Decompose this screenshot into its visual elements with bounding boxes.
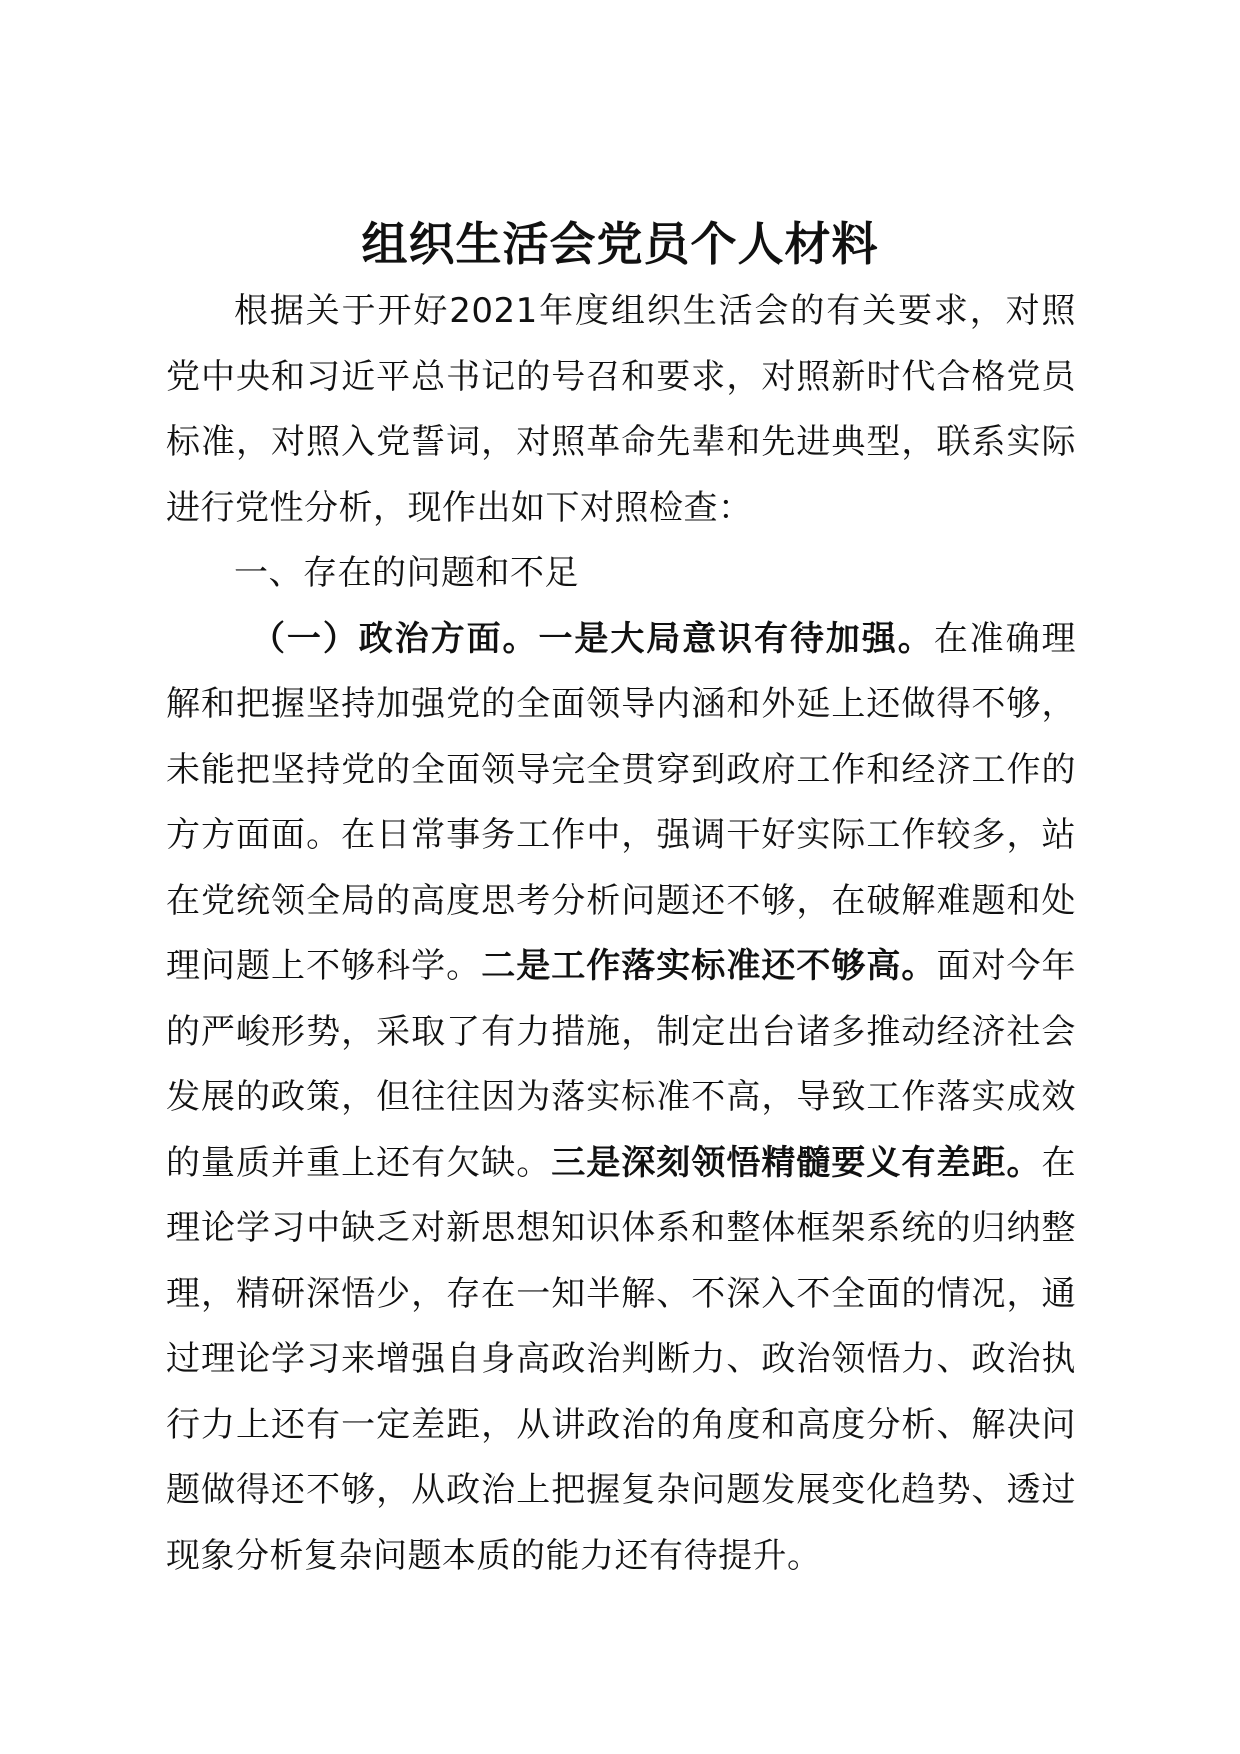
point2-text: 面对今年的严峻形势，采取了有力措施，制定出台诸多推动经济社会发展的政策，但往往因为落实标准不高，导致工作落实成效的量质并重上还有欠缺。 (166, 946, 1077, 1183)
document-body (166, 279, 1076, 1589)
intro-paragraph: 根据关于开好2021年度组织生活会的有关要求，对照党中央和习近平总书记的号召和要求，对照新时代合格党员标准，对照入党誓词，对照革命先辈和先进典型，联系实际进行党性分析，现作出如下对照检查： (166, 291, 1076, 528)
point2-title: 二是工作落实标准还不够高。 (481, 946, 937, 986)
section-heading: 一、存在的问题和不足 (234, 553, 579, 593)
point3-title: 三是深刻领悟精髓要义有差距。 (551, 1142, 1042, 1183)
point1-title: 一是大局意识有待加强。 (538, 618, 934, 659)
point3-text: 在理论学习中缺乏对新思想知识体系和整体框架系统的归纳整理，精研深悟少，存在一知半解、不深入不全面的情况，通过理论学习来增强自身高政治判断力、政治领悟力、政治执行力上还有一定差距，从讲政治的角度和高度分析、解决问题做得还不够，从政治上把握复杂问题发展变化趋势、透过现象分析复杂问题本质的能力还有待提升。 (166, 1142, 1077, 1576)
political-aspect-paragraph (166, 607, 1076, 1590)
subsection-label: （一）政治方面。 (251, 618, 539, 659)
point1-text: 在准确理解和把握坚持加强党的全面领导内涵和外延上还做得不够，未能把坚持党的全面领导完全贯穿到政府工作和经济工作的方方面面。在日常事务工作中，强调干好实际工作较多，站在党统领全局的高度思考分析问题还不够，在破解难题和处理问题上不够科学。 (166, 618, 1077, 986)
document-title: 组织生活会党员个人材料 (361, 217, 879, 271)
